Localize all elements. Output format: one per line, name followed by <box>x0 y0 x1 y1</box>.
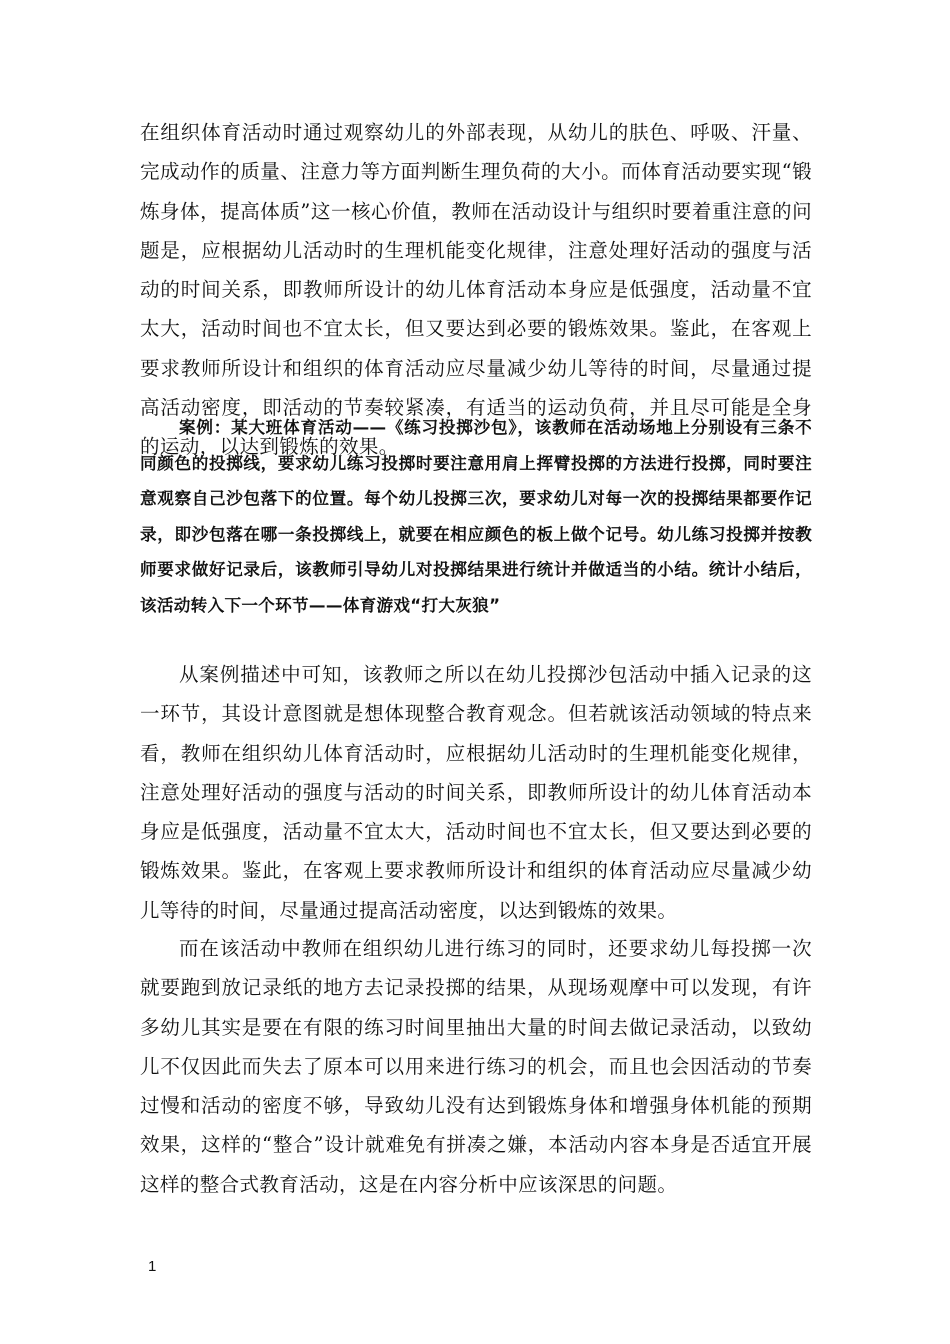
body-paragraph-3: 而在该活动中教师在组织幼儿进行练习的同时，还要求幼儿每投掷一次就要跑到放记录纸的地方去记录投掷的结果，从现场观摩中可以发现，有许多幼儿其实是要在有限的练习时间里抽出大量的时间去做记录活动，以致幼儿不仅因此而失去了原本可以用来进行练习的机会，而且也会因活动的节奏过慢和活动的密度不够，导致幼儿没有达到锻炼身体和增强身体机能的预期效果，这样的“整合”设计就难免有拼凑之嫌，本活动内容本身是否适宜开展这样的整合式教育活动，这是在内容分析中应该深思的问题。 <box>140 937 812 1196</box>
case-paragraph: 案例：某大班体育活动——《练习投掷沙包》，该教师在活动场地上分别设有三条不同颜色的投掷线，要求幼儿练习投掷时要注意用肩上挥臂投掷的方法进行投掷，同时要注意观察自己沙包落下的位置。每个幼儿投掷三次，要求幼儿对每一次的投掷结果都要作记录，即沙包落在哪一条投掷线上，就要在相应颜色的板上做个记号。幼儿练习投掷并按教师要求做好记录后，该教师引导幼儿对投掷结果进行统计并做适当的小结。统计小结后，该活动转入下一个环节——体育游戏“打大灰狼” <box>140 418 812 615</box>
body-paragraph-2: 从案例描述中可知，该教师之所以在幼儿投掷沙包活动中插入记录的这一环节，其设计意图就是想体现整合教育观念。但若就该活动领域的特点来看，教师在组织幼儿体育活动时，应根据幼儿活动时的生理机能变化规律，注意处理好活动的强度与活动的时间关系，即教师所设计的幼儿体育活动本身应是低强度，活动量不宜太大，活动时间也不宜太长，但又要达到必要的锻炼效果。鉴此，在客观上要求教师所设计和组织的体育活动应尽量减少幼儿等待的时间，尽量通过提高活动密度，以达到锻炼的效果。 <box>140 663 812 922</box>
page-number: 1 <box>148 1258 157 1275</box>
body-paragraph-1: 在组织体育活动时通过观察幼儿的外部表现，从幼儿的肤色、呼吸、汗量、完成动作的质量、注意力等方面判断生理负荷的大小。而体育活动要实现“锻炼身体，提高体质”这一核心价值，教师在活动设计与组织时要着重注意的问题是，应根据幼儿活动时的生理机能变化规律，注意处理好活动的强度与活动的时间关系，即教师所设计的幼儿体育活动本身应是低强度，活动量不宜太大，活动时间也不宜太长，但又要达到必要的锻炼效果。鉴此，在客观上要求教师所设计和组织的体育活动应尽量减少幼儿等待的时间，尽量通过提高活动密度，即活动的节奏较紧凑，有适当的运动负荷，并且尽可能是全身的运动，以达到锻炼的效果。 <box>140 121 812 459</box>
